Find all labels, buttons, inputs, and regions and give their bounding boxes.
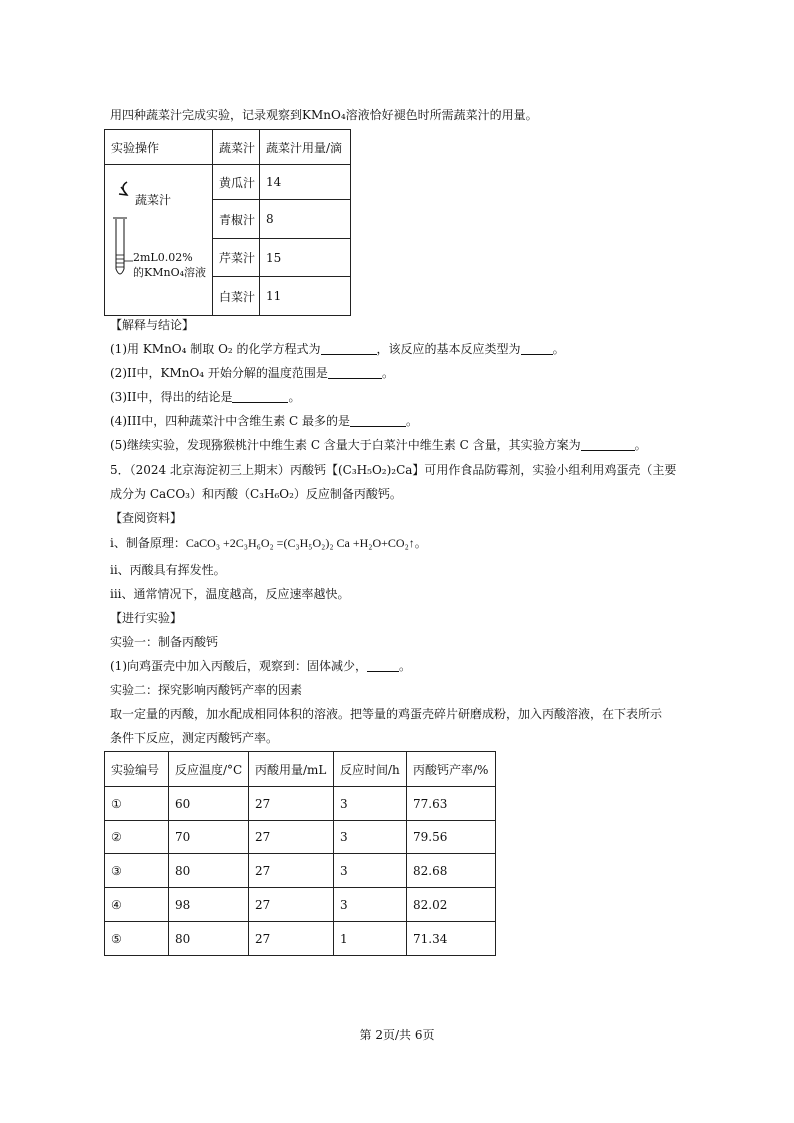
juice-drops: 8 [260,200,351,239]
answer-blank[interactable] [367,659,399,672]
table1-header: 蔬菜汁 [213,130,260,165]
juice-drops: 11 [260,277,351,316]
consult-heading: 【查阅资料】 [110,511,183,525]
experiment-2-title: 实验二：探究影响丙酸钙产率的因素 [110,683,303,697]
yield-table [104,751,496,956]
diagram-label-juice: 蔬菜汁 [135,193,172,207]
table1-header: 蔬菜汁用量/滴 [260,130,351,165]
answer-blank[interactable] [321,342,377,355]
experiment-2-desc-1: 取一定量的丙酸，加水配成相同体积的溶液。把等量的鸡蛋壳碎片研磨成粉，加入丙酸溶液，在下表所示 [110,707,663,721]
consult-item-3: iii、通常情况下，温度越高，反应速率越快。 [110,587,350,601]
question-1: (1)用 KMnO₄ 制取 O₂ 的化学方程式为 ，该反应的基本反应类型为 。 [110,342,565,356]
table2-header: 丙酸钙产率/% [407,752,496,787]
question-4: (4)III中，四种蔬菜汁中含维生素 C 最多的是 。 [110,414,419,428]
table-row: ③ 80 27 3 82.68 [105,854,496,888]
juice-name: 白菜汁 [213,277,260,316]
diagram-label-solution: 的KMnO₄溶液 [133,266,206,279]
question-3: (3)II中，得出的结论是 。 [110,390,301,404]
table2-header: 反应时间/h [334,752,407,787]
answer-blank[interactable] [232,390,288,403]
juice-name: 黄瓜汁 [213,165,260,200]
consult-item-1: i、制备原理：CaCO₃ +2C₃H₆O₂ =(C₃H₅O₂)₂ Ca +H₂O+CO₂↑。 [110,536,427,550]
test-tube-icon [105,165,212,315]
proceed-heading: 【进行实验】 [110,611,183,625]
experiment-2-desc-2: 条件下反应，测定丙酸钙产率。 [110,731,279,745]
answer-blank[interactable] [328,366,382,379]
juice-table [104,129,351,316]
answer-blank[interactable] [581,438,635,451]
answer-blank[interactable] [350,414,406,427]
consult-item-2: ii、丙酸具有挥发性。 [110,563,226,577]
table-row: ② 70 27 3 79.56 [105,821,496,854]
table2-header: 实验编号 [105,752,169,787]
juice-drops: 15 [260,239,351,277]
reaction-equation: CaCO₃ +2C₃H₆O₂ =(C₃H₅O₂)₂ Ca +H₂O+CO₂↑。 [185,536,427,550]
table2-header: 丙酸用量/mL [249,752,334,787]
problem-5-line-1: 5．（2024 北京海淀初三上期末）丙酸钙【(C₃H₅O₂)₂Ca】可用作食品防霉剂，实验小组利用鸡蛋壳（主要 [110,463,677,477]
table-row: ⑤ 80 27 1 71.34 [105,922,496,956]
table1-header: 实验操作 [105,130,213,165]
question-5: (5)继续实验，发现猕猴桃汁中维生素 C 含量大于白菜汁中维生素 C 含量，其实验方案为 。 [110,438,647,452]
juice-name: 芹菜汁 [213,239,260,277]
test-tube-diagram-cell [105,165,213,316]
diagram-label-volume: 2mL0.02% [133,251,193,264]
question-2: (2)II中，KMnO₄ 开始分解的温度范围是 。 [110,366,394,380]
table2-header: 反应温度/°C [169,752,249,787]
problem-5-line-2: 成分为 CaCO₃）和丙酸（C₃H₆O₂）反应制备丙酸钙。 [110,487,402,501]
table-row: ① 60 27 3 77.63 [105,787,496,821]
experiment-1-question: (1)向鸡蛋壳中加入丙酸后，观察到：固体减少， 。 [110,659,412,673]
intro-text: 用四种蔬菜汁完成实验，记录观察到KMnO₄溶液恰好褪色时所需蔬菜汁的用量。 [110,108,538,122]
juice-name: 青椒汁 [213,200,260,239]
answer-blank[interactable] [521,342,553,355]
page-number: 第 2页/共 6页 [359,1028,435,1042]
explain-heading: 【解释与结论】 [110,318,195,332]
table-row: ④ 98 27 3 82.02 [105,888,496,922]
juice-drops: 14 [260,165,351,200]
experiment-1-title: 实验一：制备丙酸钙 [110,635,219,649]
